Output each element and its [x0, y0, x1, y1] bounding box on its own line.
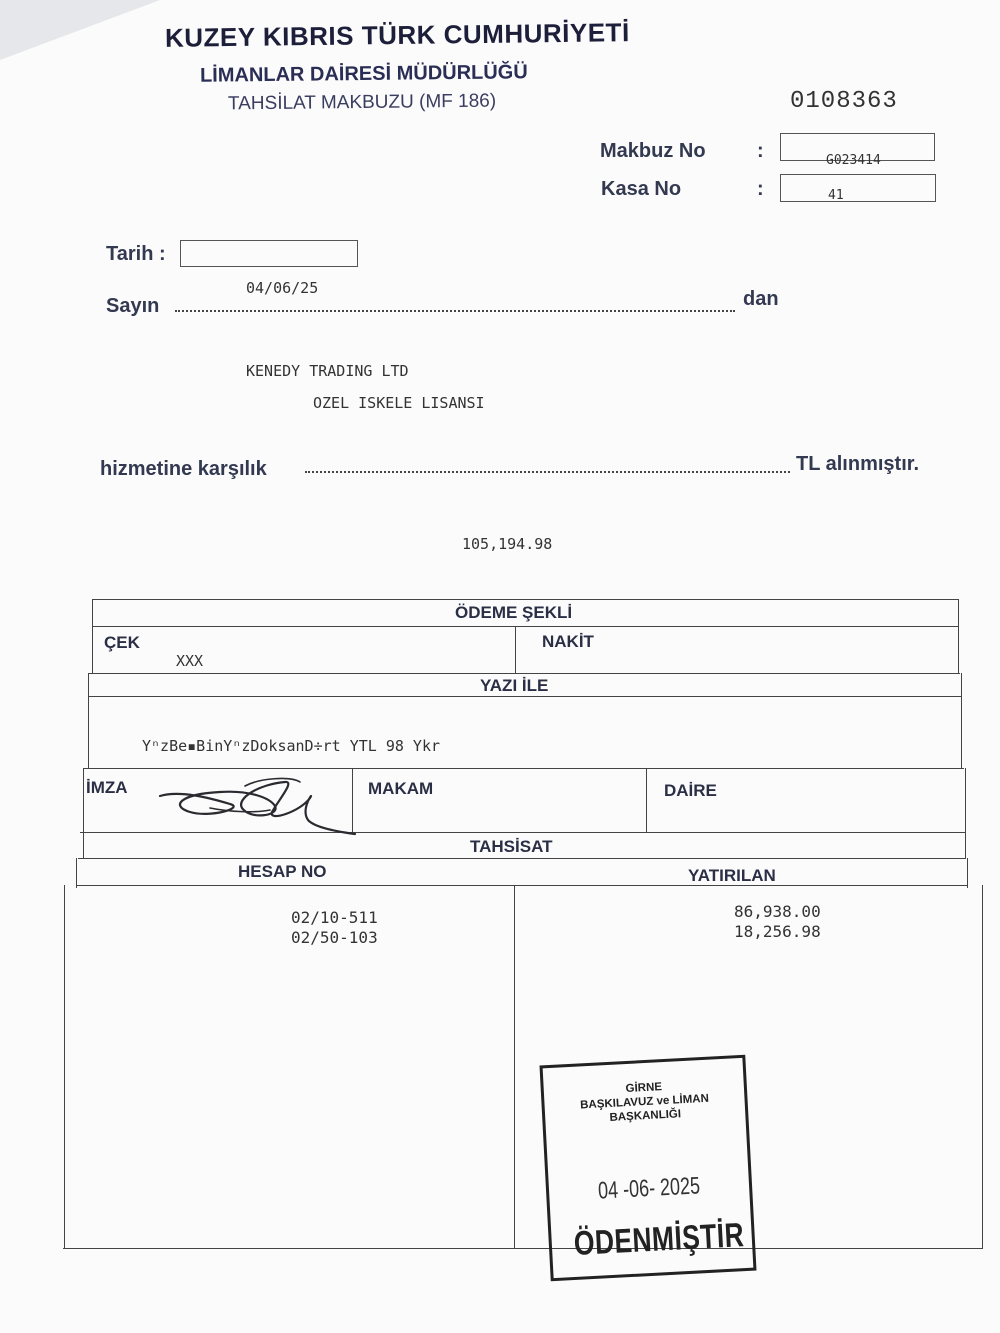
yatirilan-row-2: 18,256.98 — [734, 922, 821, 941]
kasa-no-colon: : — [757, 178, 764, 200]
hesap-no-row-2: 02/50-103 — [291, 928, 378, 947]
table-left-border — [76, 858, 77, 888]
hizmetine-label: hizmetine karşılık — [100, 458, 267, 480]
tl-alinmistir-label: TL alınmıştır. — [796, 453, 919, 475]
amount-value: 105,194.98 — [462, 535, 553, 553]
country-title: KUZEY KIBRIS TÜRK CUMHURİYETİ — [164, 17, 630, 53]
form-name: TAHSİLAT MAKBUZU (MF 186) — [227, 90, 497, 115]
makam-label: MAKAM — [368, 779, 434, 798]
stamp-date: 04 -06- 2025 — [597, 1172, 701, 1205]
sayin-dotted-line — [175, 300, 735, 312]
hesap-no-row-1: 02/10-511 — [291, 908, 378, 927]
serial-number: 0108363 — [790, 88, 898, 115]
table-right-border — [965, 768, 966, 858]
makam-daire-divider — [646, 768, 647, 832]
table-divider — [88, 673, 960, 674]
makbuz-no-colon: : — [757, 140, 764, 162]
tarih-value: 04/06/25 — [246, 279, 319, 297]
table-divider — [88, 696, 962, 697]
table-left-border — [88, 673, 89, 769]
makbuz-no-label: Makbuz No — [600, 140, 706, 162]
handwritten-signature — [150, 768, 360, 840]
table-left-border — [83, 768, 84, 858]
yazi-ile-label: YAZI İLE — [480, 676, 549, 695]
stamp-line-3: BAŞKANLIĞI — [609, 1108, 682, 1124]
yatirilan-header: YATIRILAN — [688, 866, 776, 885]
table-divider — [92, 626, 958, 627]
table-left-border — [64, 885, 65, 1249]
table-divider — [78, 858, 966, 859]
amount-dotted-line — [305, 461, 790, 473]
cek-value: XXX — [176, 652, 204, 670]
table-right-border — [958, 599, 959, 674]
table-top-border — [92, 599, 958, 600]
dan-label: dan — [743, 288, 779, 310]
payment-stamp — [539, 1055, 756, 1281]
kasa-no-label: Kasa No — [601, 178, 682, 200]
stamp-line-1: GİRNE — [625, 1081, 663, 1096]
cek-nakit-divider — [515, 626, 516, 674]
tarih-label: Tarih : — [106, 243, 166, 265]
payer-name: KENEDY TRADING LTD — [246, 362, 409, 380]
stamp-line-2: BAŞKILAVUZ ve LİMAN — [579, 1092, 710, 1112]
page-fold — [0, 0, 160, 60]
hesap-no-header: HESAP NO — [238, 862, 327, 881]
hesap-yatirilan-divider — [514, 885, 515, 1249]
yatirilan-row-1: 86,938.00 — [734, 902, 821, 921]
table-divider — [76, 885, 968, 886]
yazi-ile-value: YⁿzBe▪BinYⁿzDoksanD÷rt YTL 98 Ykr — [142, 737, 441, 755]
stamp-authority — [544, 1076, 746, 1128]
kasa-no-field — [780, 174, 936, 202]
cek-label: ÇEK — [104, 633, 140, 652]
table-right-border — [967, 858, 968, 888]
sayin-label: Sayın — [106, 295, 160, 317]
service-description: OZEL ISKELE LISANSI — [313, 394, 485, 412]
stamp-status: ÖDENMİŞTİR — [572, 1216, 746, 1263]
table-right-border — [982, 885, 983, 1249]
makbuz-no-value: G023414 — [826, 153, 881, 168]
table-left-border — [92, 599, 93, 674]
table-right-border — [961, 673, 962, 769]
daire-label: DAİRE — [664, 781, 717, 800]
nakit-label: NAKİT — [542, 632, 594, 651]
kasa-no-value: 41 — [828, 188, 844, 203]
table-bottom-border — [63, 1248, 983, 1249]
tahsisat-header: TAHSİSAT — [470, 837, 553, 856]
department-title: LİMANLAR DAİRESİ MÜDÜRLÜĞÜ — [199, 61, 528, 87]
imza-label: İMZA — [86, 778, 128, 797]
odeme-sekli-header: ÖDEME ŞEKLİ — [455, 603, 573, 622]
tarih-field — [180, 240, 358, 267]
